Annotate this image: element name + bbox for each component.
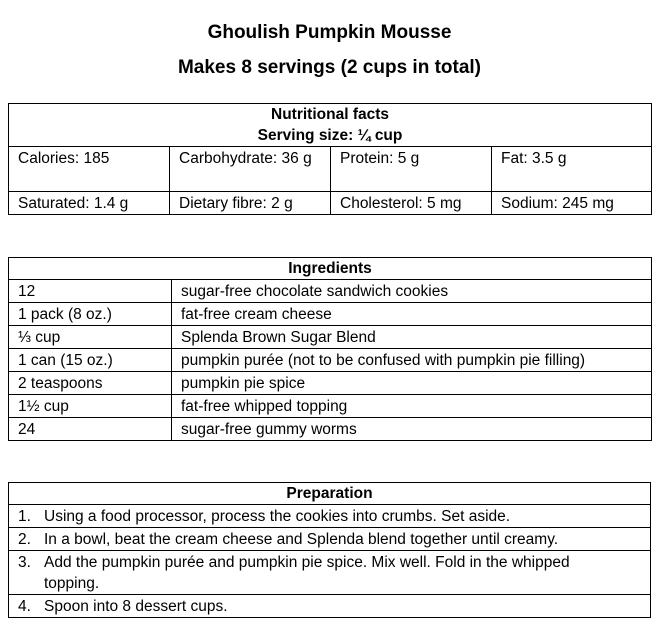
nutrition-cell: Sodium: 245 mg [492, 192, 652, 215]
ingredient-qty: 24 [9, 418, 172, 441]
ingredient-qty: 2 teaspoons [9, 372, 172, 395]
step-text: In a bowl, beat the cream cheese and Splenda blend together until creamy. [44, 531, 559, 548]
step-row [9, 528, 651, 551]
step-text: Spoon into 8 dessert cups. [44, 598, 228, 615]
step-row [9, 595, 651, 618]
step-row [9, 551, 651, 595]
nutrition-cell: Saturated: 1.4 g [9, 192, 170, 215]
step-text: Add the pumpkin purée and pumpkin pie spice. Mix well. Fold in the whipped topping. [44, 554, 570, 592]
ingredient-item: fat-free whipped topping [172, 395, 652, 418]
ingredient-item: pumpkin purée (not to be confused with pumpkin pie filling) [172, 349, 652, 372]
recipe-title: Ghoulish Pumpkin Mousse [207, 22, 452, 43]
ingredient-item: Splenda Brown Sugar Blend [172, 326, 652, 349]
ingredient-row [9, 280, 652, 303]
preparation-heading: Preparation [9, 483, 651, 505]
nutrition-cell: Fat: 3.5 g [492, 147, 652, 192]
nutrition-row [9, 147, 652, 192]
ingredients-heading: Ingredients [9, 258, 652, 280]
step-number: 2. [18, 531, 31, 548]
ingredient-item: sugar-free gummy worms [172, 418, 652, 441]
nutrition-row [9, 192, 652, 215]
ingredient-row [9, 303, 652, 326]
nutrition-cell: Dietary fibre: 2 g [170, 192, 331, 215]
ingredient-row [9, 326, 652, 349]
step-text: Using a food processor, process the cookies into crumbs. Set aside. [44, 508, 511, 525]
ingredient-row [9, 395, 652, 418]
step-number: 3. [18, 554, 31, 571]
preparation-table [8, 482, 651, 618]
ingredient-item: fat-free cream cheese [172, 303, 652, 326]
ingredient-qty: 1 can (15 oz.) [9, 349, 172, 372]
ingredient-qty: ⅓ cup [9, 326, 172, 349]
nutrition-cell: Cholesterol: 5 mg [331, 192, 492, 215]
nutrition-cell: Calories: 185 [9, 147, 170, 192]
step-row [9, 505, 651, 528]
serving-size: Serving size: ¼ cup [257, 127, 403, 144]
nutrition-heading: Nutritional facts [271, 106, 389, 123]
nutrition-header [9, 104, 652, 147]
ingredient-row [9, 418, 652, 441]
ingredient-qty: 1 pack (8 oz.) [9, 303, 172, 326]
ingredients-table [8, 257, 652, 441]
ingredient-row [9, 349, 652, 372]
nutrition-cell: Carbohydrate: 36 g [170, 147, 331, 192]
ingredient-item: pumpkin pie spice [172, 372, 652, 395]
nutrition-table [8, 103, 652, 215]
step-number: 1. [18, 508, 31, 525]
recipe-yield: Makes 8 servings (2 cups in total) [177, 57, 482, 78]
ingredient-qty: 12 [9, 280, 172, 303]
ingredient-row [9, 372, 652, 395]
ingredient-qty: 1½ cup [9, 395, 172, 418]
nutrition-cell: Protein: 5 g [331, 147, 492, 192]
ingredient-item: sugar-free chocolate sandwich cookies [172, 280, 652, 303]
step-number: 4. [18, 598, 31, 615]
